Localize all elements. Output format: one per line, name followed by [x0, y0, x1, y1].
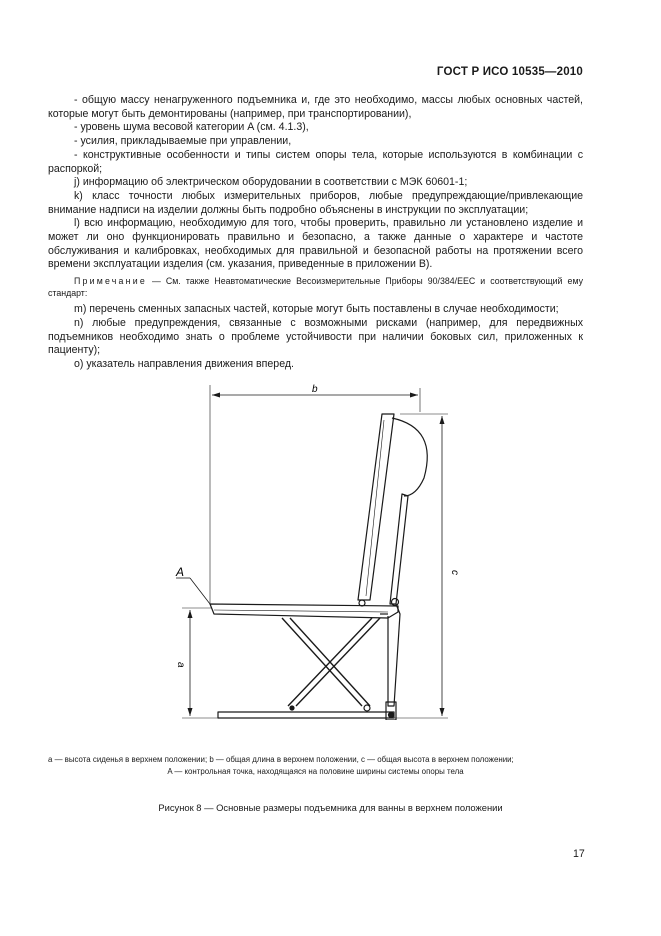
legend-line-2: A — контрольная точка, находящаяся на половине ширины системы опоры тела [167, 767, 464, 776]
dimension-label-b: b [312, 384, 318, 395]
figure-legend [48, 754, 583, 778]
page-number: 17 [573, 848, 585, 860]
note-paragraph [48, 275, 583, 299]
list-item-m: m) перечень сменных запасных частей, которые могут быть поставлены в случае необходимости; [74, 303, 559, 316]
legend-line-1: a — высота сиденья в верхнем положении; b — общая длина в верхнем положении, c — общая высота в верхнем положении; [48, 755, 514, 764]
list-item-design: - конструктивные особенности и типы систем опоры тела, которые используются в комбинации с распоркой; [48, 148, 583, 175]
reference-point-label-A: A [176, 565, 185, 579]
list-item-o: o) указатель направления движения вперед. [74, 357, 294, 370]
list-item-l: l) всю информацию, необходимую для того, чтобы проверить, правильно ли установлено изделие и может ли оно функционировать правильно и безопасно, а также данные о характере и частоте обслуживания и калибровках, необходимых для правильной и безопасной работы на протяжении всего времени эксплуатации изделия (см. указания, приведенные в приложении B). [48, 217, 583, 271]
list-item-n: n) любые предупреждения, связанные с возможными рисками (например, для передвижных подъемников необходимо знать о проблеме устойчивости при наличии боковых сил, приложенных к пациенту); [48, 316, 583, 357]
document-standard-header: ГОСТ Р ИСО 10535—2010 [436, 66, 583, 78]
note-label: Примечание [74, 276, 147, 287]
list-item-j: j) информацию об электрическом оборудовании в соответствии с МЭК 60601-1; [74, 176, 468, 189]
dimension-label-a: a [175, 662, 186, 668]
list-item-forces: - усилия, прикладываемые при управлении, [74, 135, 292, 148]
list-item-noise: - уровень шума весовой категории A (см. 4.1.3), [74, 121, 309, 134]
bath-lift-drawing [150, 380, 470, 720]
figure-caption: Рисунок 8 — Основные размеры подъемника для ванны в верхнем положении [158, 802, 503, 813]
dimension-label-c: c [449, 570, 460, 575]
note-text: — См. также Неавтоматические Весоизмерительные Приборы 90/384/EEC и соответствующий ему стандарт: [48, 276, 583, 299]
list-item-k: k) класс точности любых измерительных приборов, любые предупреждающие/привлекающие внимание надписи на изделии должны быть подробно объяснены в инструкции по эксплуатации; [48, 189, 583, 216]
list-item-mass: - общую массу ненагруженного подъемника и, где это необходимо, массы любых основных частей, которые могут быть демонтированы (например, при транспортировании), [48, 94, 583, 120]
body-text [48, 94, 583, 372]
